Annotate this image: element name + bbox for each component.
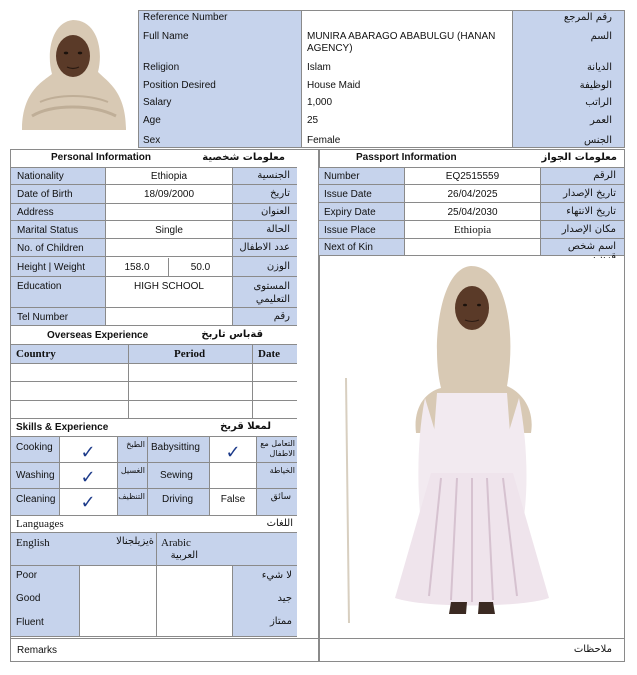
nationality-label: Nationality — [17, 171, 64, 182]
address-label: Address — [17, 207, 54, 218]
skills-title: Skills & Experience — [16, 422, 109, 433]
education-label-ar: المستوى التعليمي — [253, 281, 290, 305]
passport-title-ar: معلومات الجواز — [541, 152, 617, 163]
issue-date-value: 26/04/2025 — [447, 189, 498, 200]
sex-label-ar: الجنس — [583, 135, 612, 146]
expiry-date-value: 25/04/2030 — [447, 207, 498, 218]
english-label: English — [16, 537, 50, 549]
driving-label: Driving — [162, 494, 194, 505]
fullname-value: MUNIRA ABARAGO ABABULGU (HANAN AGENCY) — [307, 31, 496, 54]
education-label: Education — [17, 281, 62, 292]
personal-title-row — [11, 150, 297, 168]
driving-label-ar: سائق — [270, 492, 291, 502]
skills-title-row — [11, 419, 297, 437]
washing-check-icon: ✓ — [80, 467, 96, 488]
issue-place-label-ar: مكان الإصدار — [561, 224, 616, 235]
nationality-label-ar: الجنسية — [257, 170, 290, 181]
children-label-ar: عدد الاطفال — [239, 242, 290, 253]
overseas-title-row — [11, 326, 297, 345]
issue-date-label-ar: تاريخ الإصدار — [563, 188, 616, 199]
passport-title: Passport Information — [356, 152, 457, 163]
weight-value: 50.0 — [190, 262, 211, 273]
position-value: House Maid — [307, 80, 361, 91]
age-label-ar: العمر — [590, 115, 612, 126]
overseas-title: Overseas Experience — [47, 330, 149, 341]
washing-label: Washing — [16, 470, 55, 481]
dob-label-ar: تاريخ — [270, 188, 290, 199]
overseas-col-period: Period — [174, 348, 206, 360]
nationality-value: Ethiopia — [150, 171, 188, 182]
ref-label-ar: رقم المرجع — [563, 12, 612, 23]
height-weight-label: Height | Weight — [17, 262, 86, 273]
washing-label-ar: الغسيل — [120, 466, 145, 475]
age-value: 25 — [307, 115, 319, 126]
overseas-col-date: Date — [258, 348, 280, 360]
personal-title-ar: معلومات شخصية — [202, 152, 285, 163]
children-label: No. of Children — [17, 243, 84, 254]
babysitting-label: Babysitting — [151, 442, 200, 453]
fullname-label: Full Name — [143, 31, 189, 42]
skills-title-ar: لمعلا قربخ — [220, 421, 271, 432]
sewing-label-ar: الخياطة — [269, 466, 295, 475]
level-fluent-label: Fluent — [16, 617, 44, 628]
tel-label: Tel Number — [17, 312, 69, 323]
full-body-photo — [321, 258, 623, 638]
overseas-col-country: Country — [16, 348, 56, 360]
issue-place-label: Issue Place — [324, 225, 376, 236]
passport-number-label-ar: الرقم — [593, 170, 616, 181]
tel-label-ar: رقم — [273, 311, 290, 322]
languages-title-ar: اللغات — [266, 518, 293, 529]
salary-label: Salary — [143, 97, 172, 108]
position-label: Position Desired — [143, 80, 216, 91]
level-fluent-label-ar: ممتاز — [269, 616, 292, 627]
cleaning-label: Cleaning — [16, 494, 56, 505]
religion-label: Religion — [143, 62, 180, 73]
salary-value: 1,000 — [307, 97, 333, 108]
salary-label-ar: الراتب — [585, 97, 612, 108]
remarks-label: Remarks — [17, 645, 58, 656]
cooking-check-icon: ✓ — [80, 442, 96, 463]
overseas-row — [11, 401, 297, 419]
remarks-label-ar: ملاحظات — [573, 644, 612, 655]
next-of-kin-label-ar: اسم شخص — [567, 241, 616, 252]
issue-date-label: Issue Date — [324, 189, 372, 200]
languages-title-row — [11, 516, 297, 533]
level-poor-label-ar: لا شيء — [261, 570, 292, 581]
fullname-label-ar: السم — [590, 31, 612, 42]
english-label-ar: ةيزيلجنالا — [116, 536, 154, 547]
dob-value: 18/09/2000 — [143, 189, 195, 200]
passport-number-label: Number — [324, 171, 360, 182]
marital-value: Single — [155, 225, 183, 236]
ref-label: Reference Number — [143, 12, 228, 23]
sex-value: Female — [307, 135, 341, 146]
marital-label: Marital Status — [17, 225, 79, 236]
age-label: Age — [143, 115, 161, 126]
religion-label-ar: الديانة — [586, 62, 612, 73]
remarks-row — [10, 638, 625, 662]
address-label-ar: العنوان — [261, 206, 290, 217]
arabic-label-ar: العربية — [170, 550, 198, 561]
arabic-label: Arabic — [161, 537, 191, 549]
position-label-ar: الوظيفة — [579, 80, 612, 91]
overseas-row — [11, 382, 297, 401]
religion-value: Islam — [307, 62, 331, 73]
sewing-label: Sewing — [160, 470, 193, 481]
expiry-date-label-ar: تاريخ الانتهاء — [566, 206, 616, 217]
expiry-date-label: Expiry Date — [324, 207, 376, 218]
dob-label: Date of Birth — [17, 189, 73, 200]
portrait-photo — [12, 12, 134, 130]
cleaning-check-icon: ✓ — [80, 492, 96, 513]
cooking-label: Cooking — [16, 442, 53, 453]
passport-number-value: EQ2515559 — [445, 171, 500, 182]
languages-title: Languages — [16, 518, 64, 530]
overseas-title-ar: قةباس تاربخ — [201, 329, 263, 340]
personal-title: Personal Information — [51, 152, 152, 163]
babysitting-label-ar: التعامل مع الاطفال — [260, 439, 295, 458]
passport-title-row — [319, 150, 624, 168]
cooking-label-ar: الطبخ — [126, 440, 145, 449]
languages-header-row — [11, 533, 297, 566]
level-good-label: Good — [16, 593, 41, 604]
overseas-row — [11, 364, 297, 382]
height-value: 158.0 — [124, 262, 150, 273]
level-good-label-ar: جيد — [277, 593, 292, 604]
cleaning-label-ar: التنظيف — [118, 492, 145, 501]
next-of-kin-label: Next of Kin — [324, 242, 373, 253]
issue-place-value: Ethiopia — [453, 224, 492, 236]
babysitting-check-icon: ✓ — [225, 442, 241, 463]
marital-label-ar: الحالة — [266, 224, 290, 235]
education-value: HIGH SCHOOL — [133, 281, 204, 292]
height-weight-label-ar: الوزن — [266, 261, 290, 272]
level-poor-label: Poor — [16, 570, 38, 581]
sex-label: Sex — [143, 135, 161, 146]
driving-value: False — [220, 494, 246, 505]
